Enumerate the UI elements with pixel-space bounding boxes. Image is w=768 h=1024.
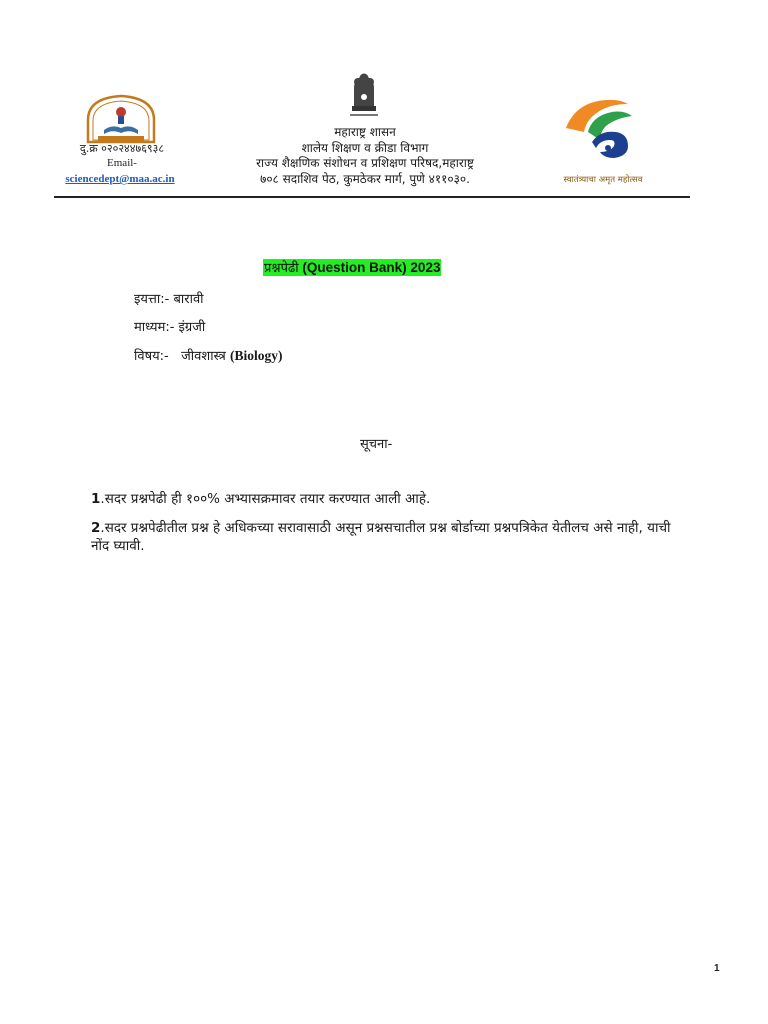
medium-label: माध्यम:- <box>134 320 179 335</box>
right-logo-caption: स्वातंत्र्याचा अमृत महोत्सव <box>563 175 643 185</box>
class-value: बारावी <box>173 292 204 307</box>
class-label: इयत्ता:- <box>134 292 174 307</box>
phone-number: दु.क्र ०२०२४४७६९३८ <box>79 142 165 155</box>
notice-item <box>91 519 691 555</box>
department-name: शालेय शिक्षण व क्रीडा विभाग <box>301 140 429 155</box>
notice-heading: सूचना- <box>360 437 393 452</box>
notice-item-number: 1 <box>91 491 101 507</box>
medium-value: इंग्रजी <box>178 320 206 335</box>
medium-line <box>134 317 205 335</box>
subject-english: (Biology) <box>229 348 283 363</box>
council-name: राज्य शैक्षणिक संशोधन व प्रशिक्षण परिषद,महाराष्ट्र <box>256 156 474 170</box>
header-divider <box>54 196 690 198</box>
scert-seal-logo <box>84 92 158 144</box>
class-line <box>134 289 204 307</box>
header-office-block <box>200 125 530 187</box>
office-address: ७०८ सदाशिव पेठ, कुमठेकर मार्ग, पुणे ४११०३०. <box>260 171 470 186</box>
page-title <box>263 259 441 276</box>
subject-line <box>134 346 282 364</box>
notice-item-number: 2 <box>91 520 101 536</box>
title-english: (Question Bank) 2023 <box>298 260 441 275</box>
email-label: Email- <box>107 157 137 169</box>
subject-value: जीवशास्त्र <box>181 349 230 364</box>
notice-item-text: .सदर प्रश्नपेढी ही १००% अभ्यासक्रमावर तयार करण्यात आली आहे. <box>100 491 431 507</box>
page-number: 1 <box>714 963 720 974</box>
national-emblem-icon <box>344 66 384 122</box>
notice-item <box>91 490 691 508</box>
email-link[interactable]: sciencedept@maa.ac.in <box>65 173 175 185</box>
subject-label: विषय:- <box>134 349 182 364</box>
notice-item-text: .सदर प्रश्नपेढीतील प्रश्न हे अधिकच्या सरावासाठी असून प्रश्नसचातील प्रश्न बोर्डाच्या प्रश्नपत्रिकेत येतीलच असे नाही, याची नोंद घ्यावी. <box>91 520 671 554</box>
title-marathi: प्रश्नपेढी <box>264 261 299 276</box>
govt-name: महाराष्ट्र शासन <box>334 125 396 139</box>
